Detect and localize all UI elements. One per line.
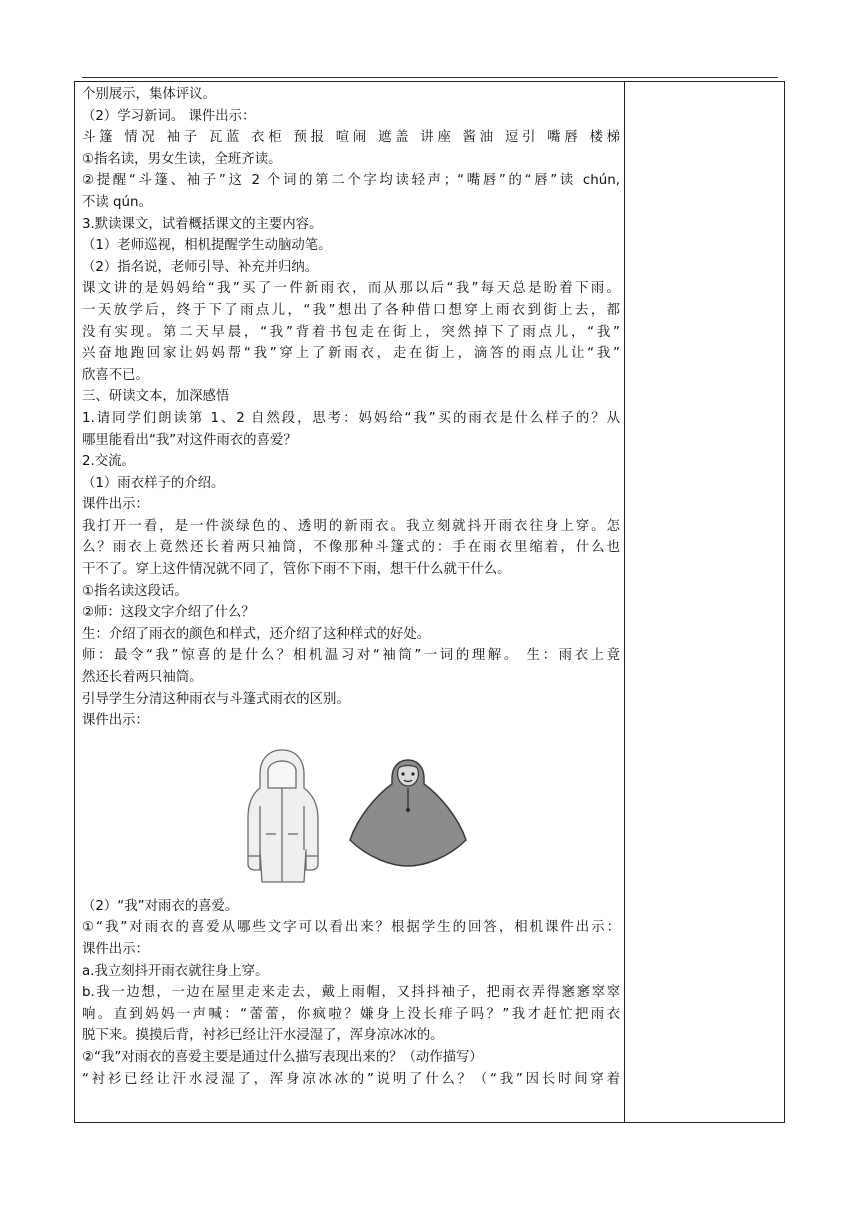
text-line: （1）老师巡视，相机提醒学生动脑动笔。 — [82, 238, 332, 254]
summary-line: 没有实现。第二天早晨，“我”背着书包走在街上，突然掉下了雨点儿，“我” — [82, 324, 620, 340]
vocabulary-list: 斗篷 情况 袖子 瓦蓝 衣柜 预报 喧闹 遮盖 讲座 酱油 逗引 嘴唇 楼梯 — [82, 130, 620, 146]
text-line: ②师：这段文字介绍了什么？ — [82, 605, 255, 621]
summary-line: 兴奋地跑回家让妈妈帮“我”穿上了新雨衣，走在街上，滴答的雨点儿让“我” — [82, 346, 620, 362]
text-line: （2）“我”对雨衣的喜爱。 — [82, 898, 239, 914]
quoted-passage-line: b.我一边想，一边在屋里走来走去，戴上雨帽，又抖抖袖子，把雨衣弄得窸窸窣窣 — [82, 985, 620, 1001]
summary-line: 一天放学后，终于下了雨点儿，“我”想出了各种借口想穿上雨衣到街上去，都 — [82, 302, 620, 318]
text-line: 课件出示： — [82, 942, 149, 957]
text-line: 哪里能看出“我”对这件雨衣的喜爱？ — [82, 432, 297, 448]
quoted-passage-line: 我打开一看，是一件淡绿色的、透明的新雨衣。我立刻就抖开雨衣往身上穿。怎 — [82, 518, 620, 534]
text-line: （2）指名说，老师引导、补充并归纳。 — [82, 259, 319, 275]
text-line: 3.默读课文，试着概括课文的主要内容。 — [82, 216, 323, 232]
quoted-passage-line: 干不了。穿上这件情况就不同了，管你下雨不下雨，想干什么就干什么。 — [82, 562, 511, 578]
sleeved-raincoat-icon — [242, 746, 322, 886]
section-heading: 三、研读文本，加深感悟 — [82, 389, 230, 405]
text-line: 2.交流。 — [82, 454, 135, 470]
table-column-divider — [624, 81, 625, 1123]
text-line: 不读 qún。 — [82, 194, 152, 210]
text-line: ①“我”对雨衣的喜爱从哪些文字可以看出来？根据学生的回答，相机课件出示： — [82, 920, 620, 936]
text-line: a.我立刻抖开雨衣就往身上穿。 — [82, 963, 269, 979]
text-line: 课件出示： — [82, 497, 149, 513]
text-line: 课件出示： — [82, 713, 149, 729]
quoted-passage-line: 么？雨衣上竟然还长着两只袖筒，不像那种斗篷式的：手在雨衣里缩着，什么也 — [82, 540, 620, 556]
text-line: ②“我”对雨衣的喜爱主要是通过什么描写表现出来的？（动作描写） — [82, 1049, 483, 1065]
text-line: 然还长着两只袖筒。 — [82, 670, 203, 686]
poncho-raincoat-icon — [348, 754, 468, 874]
quoted-passage-line: 脱下来。摸摸后背，衬衫已经让汗水浸湿了，浑身凉冰冰的。 — [82, 1028, 444, 1044]
summary-line: 课文讲的是妈妈给“我”买了一件新雨衣，而从那以后“我”每天总是盼着下雨。 — [82, 281, 620, 297]
quoted-passage-line: 响。直到妈妈一声喊：“蕾蕾，你疯啦？嫌身上没长痱子吗？”我才赶忙把雨衣 — [82, 1006, 620, 1022]
text-line: ①指名读这段话。 — [82, 583, 188, 599]
header-rule — [82, 77, 778, 78]
text-line: “衬衫已经让汗水浸湿了，浑身凉冰冰的”说明了什么？（“我”因长时间穿着 — [82, 1071, 620, 1087]
summary-line: 欣喜不已。 — [82, 367, 149, 383]
text-line: ①指名读，男女生读，全班齐读。 — [82, 151, 282, 167]
text-line: 1.请同学们朗读第 1、2 自然段，思考：妈妈给“我”买的雨衣是什么样子的？从 — [82, 410, 620, 426]
text-line: 生：介绍了雨衣的颜色和样式，还介绍了这种样式的好处。 — [82, 626, 431, 642]
text-line: （2）学习新词。 课件出示： — [82, 108, 256, 124]
text-line: 引导学生分清这种雨衣与斗篷式雨衣的区别。 — [82, 691, 350, 707]
text-line: 个别展示，集体评议。 — [82, 87, 216, 102]
text-line: 师：最令“我”惊喜的是什么？相机温习对“袖筒”一词的理解。 生：雨衣上竟 — [82, 648, 620, 664]
text-line: （1）雨衣样子的介绍。 — [82, 475, 225, 491]
raincoat-illustrations — [82, 738, 620, 890]
lesson-content-cell — [82, 84, 620, 1090]
text-line: ②提醒“斗篷、袖子”这 2 个词的第二个字均读轻声；“嘴唇”的“唇”读 chún, — [82, 173, 620, 189]
